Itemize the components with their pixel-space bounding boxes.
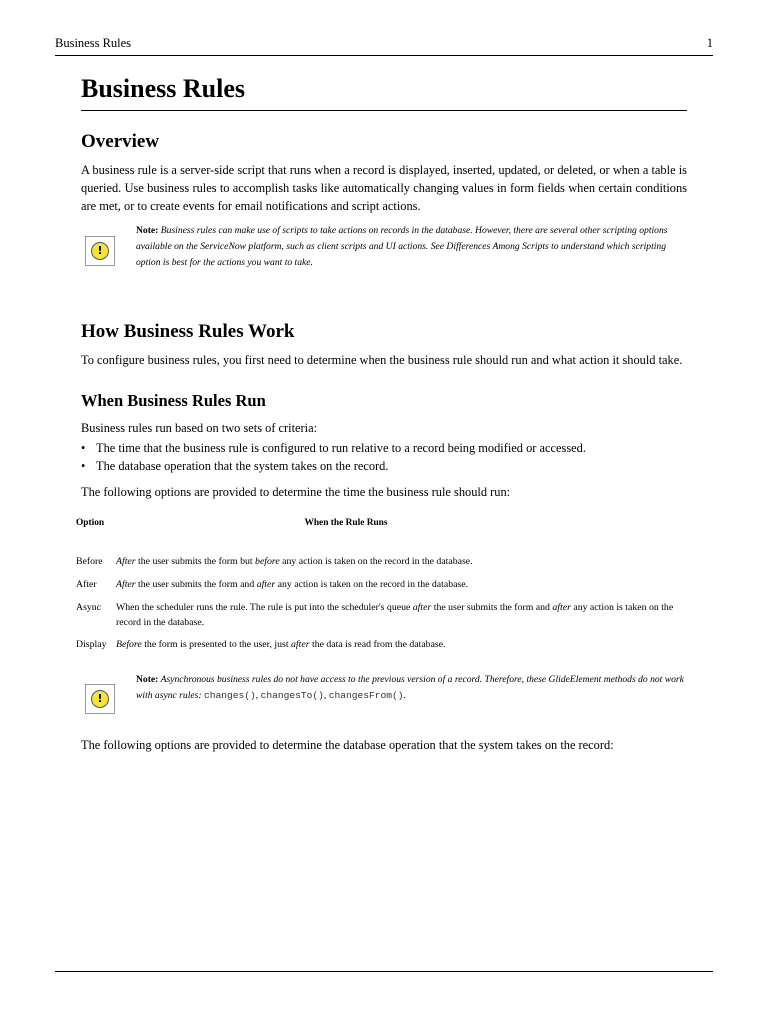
note-label: Note:	[136, 225, 159, 236]
table-header-when: When the Rule Runs	[304, 518, 388, 528]
overview-paragraph: A business rule is a server-side script that runs when a record is displayed, inserted, updated, or deleted, or when a table is queried. Use business rules to accomplish tasks like automatically changing values in form fields when certain conditions are met, or to create events for email notifications and script actions.	[81, 163, 687, 213]
list-item: • The time that the business rule is configured to run relative to a record being modified or accessed.	[81, 441, 586, 455]
list-item: • The database operation that the system takes on the record.	[81, 459, 389, 473]
running-header-title: Business Rules	[55, 36, 132, 50]
warning-icon: !	[85, 236, 115, 266]
table-row: After After the user submits the form and after any action is taken on the record in the database.	[76, 579, 469, 590]
db-intro: The following options are provided to determine the database operation that the system takes on the record:	[81, 738, 614, 752]
footer-divider	[55, 971, 713, 972]
when-intro: Business rules run based on two sets of criteria:	[81, 421, 318, 435]
running-header	[55, 36, 713, 52]
page-number: 1	[706, 36, 713, 50]
note-text-2: Note: Asynchronous business rules do not have access to the previous version of a record. Therefore, these GlideElement methods do not work with async rules: changes(), changesTo(), changesFrom().	[136, 674, 684, 701]
table-header-option: Option	[76, 518, 105, 528]
table-row: Display Before the form is presented to the user, just after the data is read from the database.	[76, 639, 446, 650]
table-row: Before After the user submits the form but before any action is taken on the record in the database.	[76, 556, 473, 567]
note-box-2	[81, 672, 687, 722]
page-title: Business Rules	[81, 70, 687, 111]
note-body: Business rules can make use of scripts to take actions on records in the database. However, there are several other scripting options available on the ServiceNow platform, such as client scripts and UI actions. See Differences Among Scripts to understand which scripting option is best for the actions you want to take.	[136, 225, 668, 268]
criteria-list	[81, 439, 687, 475]
note-box-1	[81, 223, 687, 285]
how-paragraph: To configure business rules, you first need to determine when the business rule should run and what action it should take.	[81, 353, 683, 367]
options-intro: The following options are provided to determine the time the business rule should run:	[81, 485, 511, 499]
header-divider	[55, 55, 713, 56]
section-heading-overview: Overview	[81, 131, 160, 152]
options-table	[76, 518, 696, 652]
warning-icon: !	[85, 684, 115, 714]
subsection-heading-when: When Business Rules Run	[81, 391, 266, 410]
table-row: Async When the scheduler runs the rule. The rule is put into the scheduler's queue after the user submits the form and after any action is taken on the record in the database.	[76, 602, 674, 628]
table-header-row	[76, 518, 696, 534]
note-text-1	[136, 223, 684, 271]
section-heading-how: How Business Rules Work	[81, 321, 295, 342]
page-content	[81, 70, 687, 509]
